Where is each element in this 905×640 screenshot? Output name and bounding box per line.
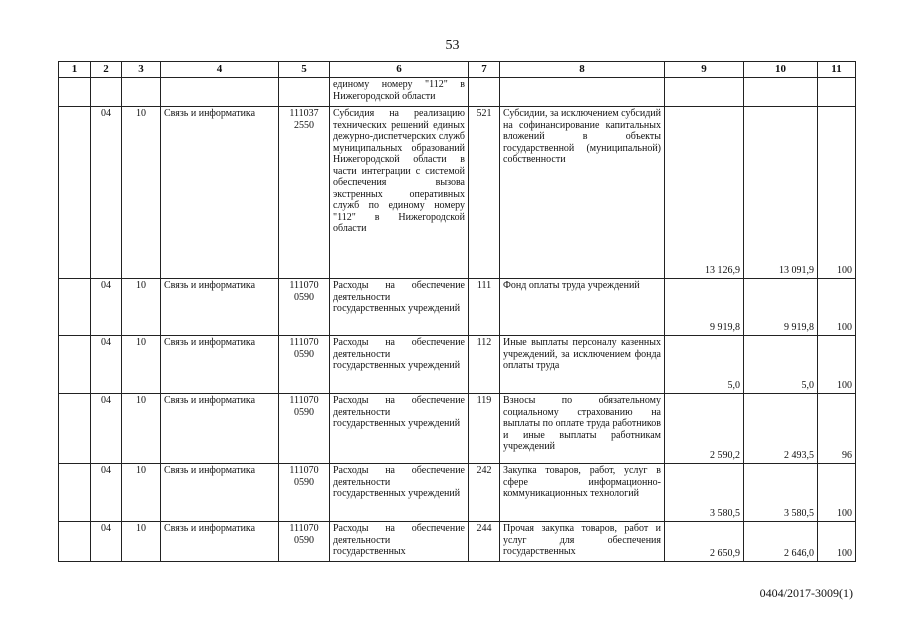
table-row — [59, 336, 856, 394]
cell: 111070 0590 — [279, 279, 330, 336]
page-number: 53 — [445, 38, 460, 53]
cell: 04 — [91, 522, 122, 562]
table-row — [59, 394, 856, 464]
cell: 10 — [122, 464, 161, 522]
cell — [122, 78, 161, 107]
cell: 2 493,5 — [744, 394, 818, 464]
cell: 10 — [122, 522, 161, 562]
cell — [59, 78, 91, 107]
document-code: 0404/2017-3009(1) — [759, 586, 853, 600]
cell: 100 — [818, 464, 856, 522]
cell: 9 919,8 — [665, 279, 744, 336]
cell: 111037 2550 — [279, 107, 330, 279]
cell: 111 — [469, 279, 500, 336]
cell — [500, 78, 665, 107]
col-header: 8 — [500, 62, 665, 78]
cell: Закупка товаров, работ, услуг в сфере информационно-коммуникационных технологий — [500, 464, 665, 522]
cell: 04 — [91, 464, 122, 522]
cell: Расходы на обеспечение деятельности государственных — [330, 522, 469, 562]
cell: Связь и информатика — [161, 336, 279, 394]
cell: Связь и информатика — [161, 394, 279, 464]
cell: 5,0 — [665, 336, 744, 394]
cell — [59, 107, 91, 279]
table-row — [59, 78, 856, 107]
col-header: 10 — [744, 62, 818, 78]
cell — [59, 279, 91, 336]
cell: 3 580,5 — [744, 464, 818, 522]
cell: Субсидии, за исключением субсидий на софинансирование капитальных вложений в объекты государственной (муниципальной) собственности — [500, 107, 665, 279]
cell: 9 919,8 — [744, 279, 818, 336]
cell: Связь и информатика — [161, 522, 279, 562]
table-row — [59, 464, 856, 522]
cell: Расходы на обеспечение деятельности государственных учреждений — [330, 394, 469, 464]
cell — [59, 336, 91, 394]
cell: 111070 0590 — [279, 464, 330, 522]
cell — [59, 464, 91, 522]
cell: 10 — [122, 336, 161, 394]
cell: Связь и информатика — [161, 107, 279, 279]
cell — [59, 394, 91, 464]
col-header: 1 — [59, 62, 91, 78]
col-header: 2 — [91, 62, 122, 78]
cell — [665, 78, 744, 107]
cell: Расходы на обеспечение деятельности государственных учреждений — [330, 464, 469, 522]
cell: 10 — [122, 107, 161, 279]
cell: Фонд оплаты труда учреждений — [500, 279, 665, 336]
cell: 112 — [469, 336, 500, 394]
cell: 10 — [122, 279, 161, 336]
cell — [469, 78, 500, 107]
cell: Связь и информатика — [161, 279, 279, 336]
cell: 111070 0590 — [279, 394, 330, 464]
cell: 2 646,0 — [744, 522, 818, 562]
cell: 13 091,9 — [744, 107, 818, 279]
cell — [161, 78, 279, 107]
cell: 100 — [818, 107, 856, 279]
cell: 5,0 — [744, 336, 818, 394]
cell — [91, 78, 122, 107]
cell: Расходы на обеспечение деятельности государственных учреждений — [330, 279, 469, 336]
table-row — [59, 279, 856, 336]
cell — [818, 78, 856, 107]
cell: 100 — [818, 336, 856, 394]
header-row — [59, 62, 856, 78]
cell: Взносы по обязательному социальному страхованию на выплаты по оплате труда работников и иные выплаты работникам учреждений — [500, 394, 665, 464]
cell: 111070 0590 — [279, 336, 330, 394]
cell: 04 — [91, 336, 122, 394]
cell: 04 — [91, 107, 122, 279]
cell — [59, 522, 91, 562]
cell: 119 — [469, 394, 500, 464]
cell: Прочая закупка товаров, работ и услуг для обеспечения государственных — [500, 522, 665, 562]
cell: 244 — [469, 522, 500, 562]
cell: 10 — [122, 394, 161, 464]
cell: 3 580,5 — [665, 464, 744, 522]
col-header: 4 — [161, 62, 279, 78]
col-header: 3 — [122, 62, 161, 78]
cell: 2 590,2 — [665, 394, 744, 464]
col-header: 11 — [818, 62, 856, 78]
cell: 521 — [469, 107, 500, 279]
col-header: 9 — [665, 62, 744, 78]
cell: единому номеру "112" в Нижегородской области — [330, 78, 469, 107]
cell: Иные выплаты персоналу казенных учреждений, за исключением фонда оплаты труда — [500, 336, 665, 394]
budget-table — [58, 61, 856, 562]
cell: Субсидия на реализацию технических решений единых дежурно-диспетчерских служб муниципальных образований Нижегородской области в части интеграции с системой обеспечения вызова экстренных оперативных служб по единому номеру "112" в Нижегородской области — [330, 107, 469, 279]
cell — [744, 78, 818, 107]
table-row — [59, 522, 856, 562]
cell: 100 — [818, 279, 856, 336]
cell: 111070 0590 — [279, 522, 330, 562]
cell: 13 126,9 — [665, 107, 744, 279]
cell: 100 — [818, 522, 856, 562]
cell: Связь и информатика — [161, 464, 279, 522]
cell: 242 — [469, 464, 500, 522]
cell: 2 650,9 — [665, 522, 744, 562]
cell: 04 — [91, 394, 122, 464]
cell: Расходы на обеспечение деятельности государственных учреждений — [330, 336, 469, 394]
cell: 04 — [91, 279, 122, 336]
col-header: 7 — [469, 62, 500, 78]
cell — [279, 78, 330, 107]
table-row — [59, 107, 856, 279]
col-header: 6 — [330, 62, 469, 78]
cell: 96 — [818, 394, 856, 464]
col-header: 5 — [279, 62, 330, 78]
